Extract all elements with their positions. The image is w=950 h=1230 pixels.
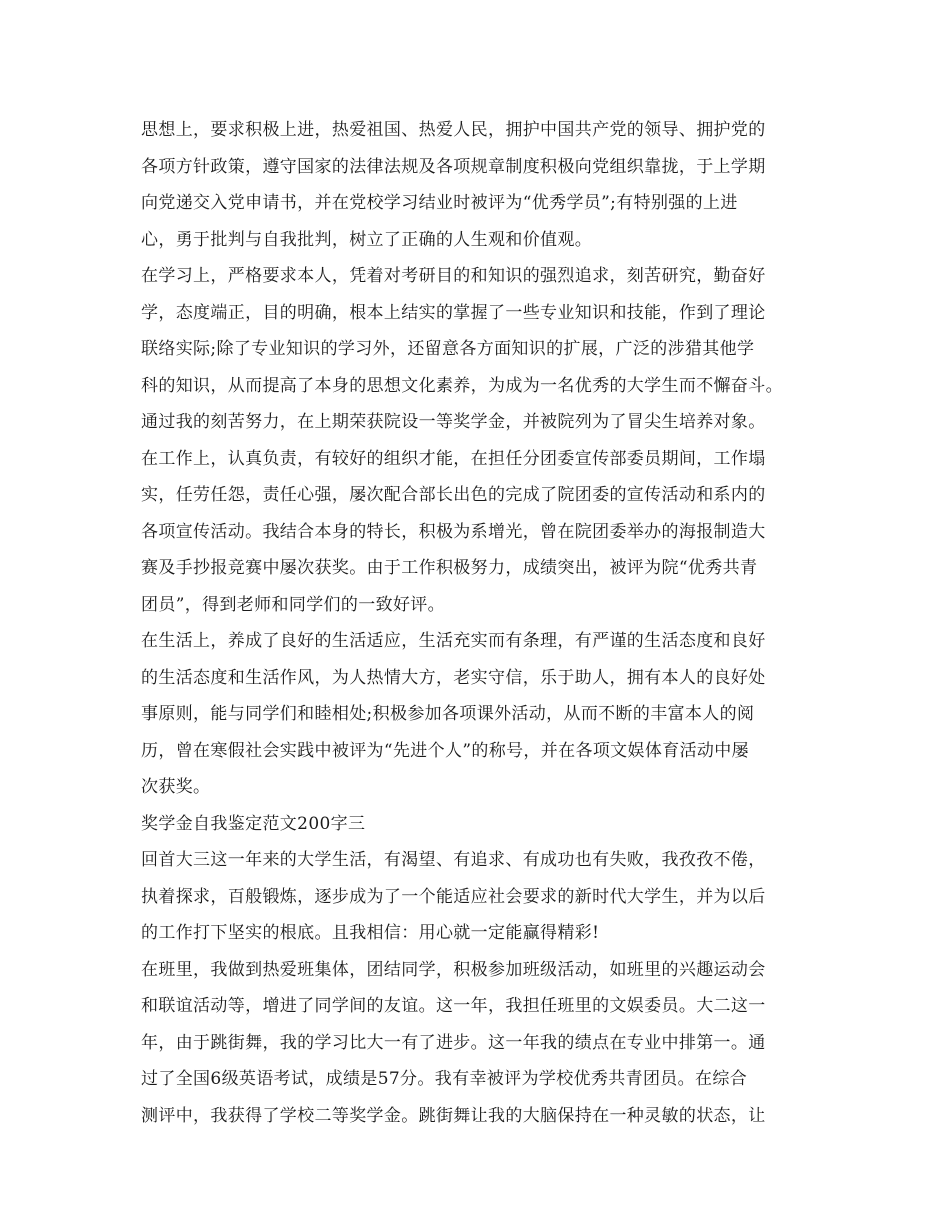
text-line: 各项方针政策，遵守国家的法律法规及各项规章制度积极向党组织靠拢，于上学期 <box>141 156 766 177</box>
section-heading: 奖学金自我鉴定范文200字三 <box>141 813 366 834</box>
text-line: 的工作打下坚实的根底。且我相信：用心就一定能赢得精彩! <box>141 923 600 943</box>
text-line: 各项宣传活动。我结合本身的特长，积极为系增光，曾在院团委举办的海报制造大 <box>141 521 766 542</box>
text-line: 向党递交入党申请书，并在党校学习结业时被评为“优秀学员”;有特别强的上进 <box>141 193 738 213</box>
text-line: 次获奖。 <box>141 777 211 797</box>
text-line: 科的知识，从而提高了本身的思想文化素养，为成为一名优秀的大学生而不懈奋斗。 <box>141 375 783 396</box>
text-line: 过了全国6级英语考试，成绩是57分。我有幸被评为学校优秀共青团员。在综合 <box>141 1069 748 1089</box>
text-line: 执着探求，百般锻炼，逐步成为了一个能适应社会要求的新时代大学生，并为以后 <box>141 886 766 907</box>
text-line: 赛及手抄报竞赛中屡次获奖。由于工作积极努力，成绩突出，被评为院“优秀共青 <box>141 558 758 578</box>
text-line: 心，勇于批判与自我批判，树立了正确的人生观和价值观。 <box>141 229 593 250</box>
document-body <box>141 112 821 1134</box>
text-line: 历，曾在寒假社会实践中被评为“先进个人”的称号，并在各项文娱体育活动中屡 <box>141 740 749 761</box>
text-line: 和联谊活动等，增进了同学间的友谊。这一年，我担任班里的文娱委员。大二这一 <box>141 996 766 1016</box>
text-line: 回首大三这一年来的大学生活，有渴望、有追求、有成功也有失败，我孜孜不倦， <box>141 850 766 870</box>
text-line: 在学习上，严格要求本人，凭着对考研目的和知识的强烈追求，刻苦研究，勤奋好 <box>141 266 766 286</box>
text-line: 学，态度端正，目的明确，根本上结实的掌握了一些专业知识和技能，作到了理论 <box>141 302 766 323</box>
text-line: 年，由于跳街舞，我的学习比大一有了进步。这一年我的绩点在专业中排第一。通 <box>141 1032 766 1053</box>
text-line: 在生活上，养成了良好的生活适应，生活充实而有条理，有严谨的生活态度和良好 <box>141 631 766 651</box>
text-line: 测评中，我获得了学校二等奖学金。跳街舞让我的大脑保持在一种灵敏的状态，让 <box>141 1105 766 1126</box>
text-line: 事原则，能与同学们和睦相处;积极参加各项课外活动，从而不断的丰富本人的阅 <box>141 704 755 724</box>
text-line: 的生活态度和生活作风，为人热情大方，老实守信，乐于助人，拥有本人的良好处 <box>141 667 766 688</box>
text-line: 在工作上，认真负责，有较好的组织才能，在担任分团委宣传部委员期间，工作塌 <box>141 448 766 469</box>
text-line: 团员”，得到老师和同学们的一致好评。 <box>141 594 445 615</box>
text-line: 联络实际;除了专业知识的学习外，还留意各方面知识的扩展，广泛的涉猎其他学 <box>141 339 755 359</box>
text-line: 实，任劳任怨，责任心强，屡次配合部长出色的完成了院团委的宣传活动和系内的 <box>141 485 766 505</box>
text-line: 在班里，我做到热爱班集体，团结同学，积极参加班级活动，如班里的兴趣运动会 <box>141 959 766 980</box>
text-line: 通过我的刻苦努力，在上期荣获院设一等奖学金，并被院列为了冒尖生培养对象。 <box>141 412 766 432</box>
text-line: 思想上，要求积极上进，热爱祖国、热爱人民，拥护中国共产党的领导、拥护党的 <box>141 120 766 140</box>
